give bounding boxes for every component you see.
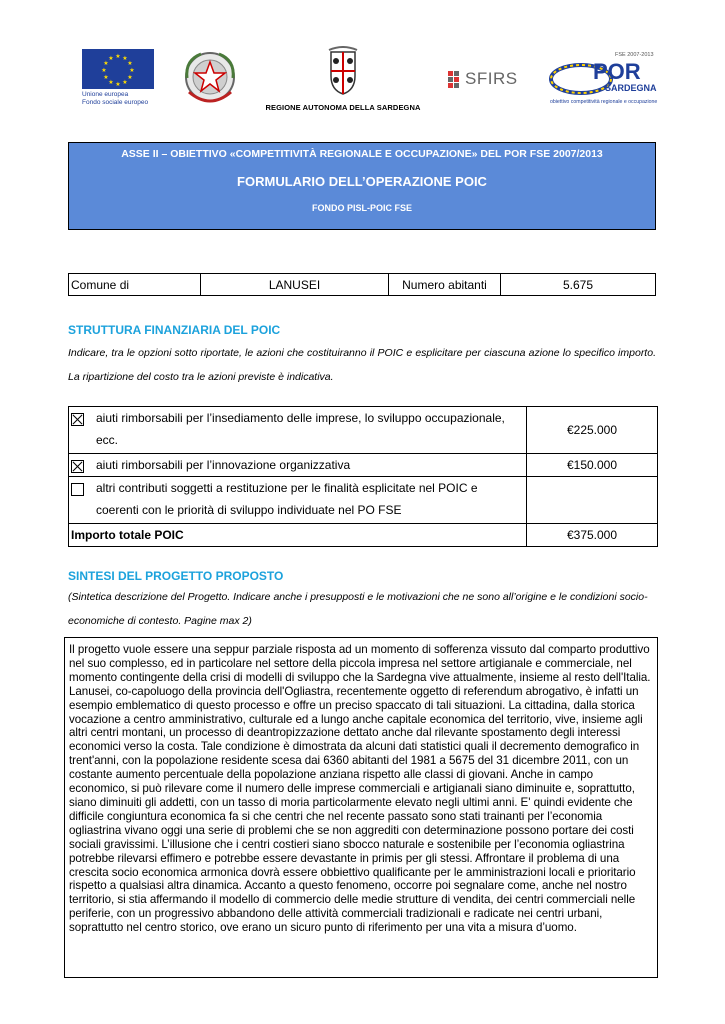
svg-text:★: ★ [115, 53, 121, 60]
svg-text:★: ★ [101, 67, 107, 74]
header-banner [68, 142, 656, 230]
por-caption: obiettivo competitività regionale e occupazione [550, 99, 658, 105]
por-title: POR [593, 59, 641, 84]
action-row [69, 407, 658, 454]
svg-text:★: ★ [108, 79, 114, 86]
comune-table [68, 273, 656, 296]
action-1-amount: €225.000 [527, 407, 658, 454]
action-1-text: aiuti rimborsabili per l’insediamento delle imprese, lo sviluppo occupazionale, ecc. [96, 411, 505, 447]
svg-text:★: ★ [103, 74, 109, 81]
sfirs-name: SFIRS [465, 69, 518, 88]
sfirs-logo [446, 68, 528, 90]
por-years: FSE 2007-2013 [615, 52, 654, 58]
italian-republic-emblem-icon [181, 48, 239, 110]
svg-text:★: ★ [127, 60, 133, 67]
struttura-heading: STRUTTURA FINANZIARIA DEL POIC [68, 323, 281, 337]
action-2-amount: €150.000 [527, 454, 658, 477]
page-title: FORMULARIO DELL’OPERAZIONE POIC [237, 174, 487, 189]
population-label: Numero abitanti [389, 274, 501, 296]
svg-text:★: ★ [115, 81, 121, 88]
comune-value: LANUSEI [201, 274, 389, 296]
sintesi-body: Il progetto vuole essere una seppur parziale risposta ad un momento di sofferenza vissuto dal comparto produttivo nel suo complesso, ed in particolare nel settore della piccola impresa nel settore artigianale e commerciale, nel momento contingente della crisi di modelli di sviluppo che la Sardegna vive attualmente, insieme al resto dell'Italia. Lanusei, co-capoluogo della provincia dell'Ogliastra, recentemente oggetto di referendum abrogativo, è infatti un esempio emblematico di questo processo e offre un preciso spaccato di tali situazioni. La cittadina, dalla storica vocazione a centro amministrativo, culturale ed a lungo anche capitale economica del territorio, vive, insieme agli altri centri montani, un processo di deantropizzazione dettato anche dal rilevante spostamento degli interessi economici verso la costa. Tale condizione è dimostrata da alcuni dati statistici quali il decremento demografico in trent'anni, con la popolazione residente scesa dai 6360 abitanti del 1981 a 5675 del 31 dicembre 2011, con un costante aumento percentuale della popolazione anziana rispetto alle classi di giovani. Anche in campo economico, si può rilevare come il numero delle imprese commerciali e artigianali siano diminuite e, soprattutto, siano diminuiti gli addetti, con un tasso di moria particolarmente elevato negli ultimi anni. E' quindi evidente che difficile congiuntura economica fa si che centri che nel recente passato sono stati trainanti per l’economia ogliastrina vivano oggi una serie di problemi che se non aggrediti con determinazione possono portare dei costi sociali gravissimi. L’illusione che i centri costieri siano sbocco naturale e sostenibile per l’economia ogliastrina potrebbe rilevarsi effimero e potrebbe essere devastante in primis per gli stessi. Affrontare il problema di una crescita socio economica armonica dovrà essere obbiettivo qualificante per le amministrazioni locali e prioritario rispetto a qualsiasi altra dinamica. Accanto a questo fenomeno, occorre poi segnalare come, anche nel nostro territorio, si stia affermando il modello di commercio delle medie strutture di vendita, dei centri commerciali nelle periferie, con un progressivo abbandono delle attività commerciali tradizionali e radicate nei centri urbani, soprattutto nel centro storico, ove erano un sicuro punto di riferimento per una vita a misura d’uomo. [69, 643, 651, 935]
por-sub: SARDEGNA [605, 83, 657, 93]
svg-text:★: ★ [122, 79, 128, 86]
total-amount: €375.000 [527, 524, 658, 547]
eu-logo [82, 49, 154, 109]
sintesi-textbox[interactable] [64, 637, 658, 978]
action-3-checkbox[interactable] [71, 483, 84, 496]
svg-text:★: ★ [122, 55, 128, 62]
total-row [69, 524, 658, 547]
action-3-amount [527, 477, 658, 524]
action-3-text: altri contributi soggetti a restituzione per le finalità esplicitate nel POIC e coerenti con le priorità di sviluppo individuate nel PO FSE [96, 481, 478, 517]
eu-flag-icon [82, 49, 154, 89]
por-sardegna-logo [547, 52, 658, 113]
struttura-note: Indicare, tra le opzioni sotto riportate, le azioni che costituiranno il POIC e esplicitare per ciascuna azione lo specifico importo. La ripartizione del costo tra le azioni previste è indicativa. [68, 347, 656, 383]
banner-axis: ASSE II – OBIETTIVO «COMPETITIVITÀ REGIONALE E OCCUPAZIONE» DEL POR FSE 2007/2013 [121, 148, 603, 160]
action-2-checkbox[interactable] [71, 460, 84, 473]
banner-fund: FONDO PISL-POIC FSE [311, 203, 412, 213]
sfirs-mark-icon [448, 71, 459, 88]
sintesi-note: (Sintetica descrizione del Progetto. Indicare anche i presupposti e le motivazioni che ne sono all’origine e le condizioni socio-economiche di contesto. Pagine max 2) [68, 591, 648, 627]
sardinia-coat-of-arms-icon [325, 46, 361, 96]
svg-text:★: ★ [103, 60, 109, 67]
comune-row [69, 274, 656, 296]
action-2-text: aiuti rimborsabili per l’innovazione organizzativa [96, 458, 351, 472]
eu-caption-2: Fondo sociale europeo [82, 99, 149, 106]
action-1-checkbox[interactable] [71, 413, 84, 426]
eu-caption-1: Unione europea [82, 91, 129, 98]
action-row [69, 477, 658, 524]
sintesi-heading: SINTESI DEL PROGETTO PROPOSTO [68, 569, 284, 583]
regione-sardegna-logo [258, 46, 428, 112]
svg-text:★: ★ [127, 74, 133, 81]
population-value: 5.675 [501, 274, 656, 296]
ras-name: REGIONE AUTONOMA DELLA SARDEGNA [265, 103, 421, 112]
comune-label: Comune di [69, 274, 201, 296]
action-row [69, 454, 658, 477]
svg-text:★: ★ [108, 55, 114, 62]
svg-text:★: ★ [129, 67, 135, 74]
total-label: Importo totale POIC [69, 524, 527, 547]
actions-table [68, 406, 658, 547]
